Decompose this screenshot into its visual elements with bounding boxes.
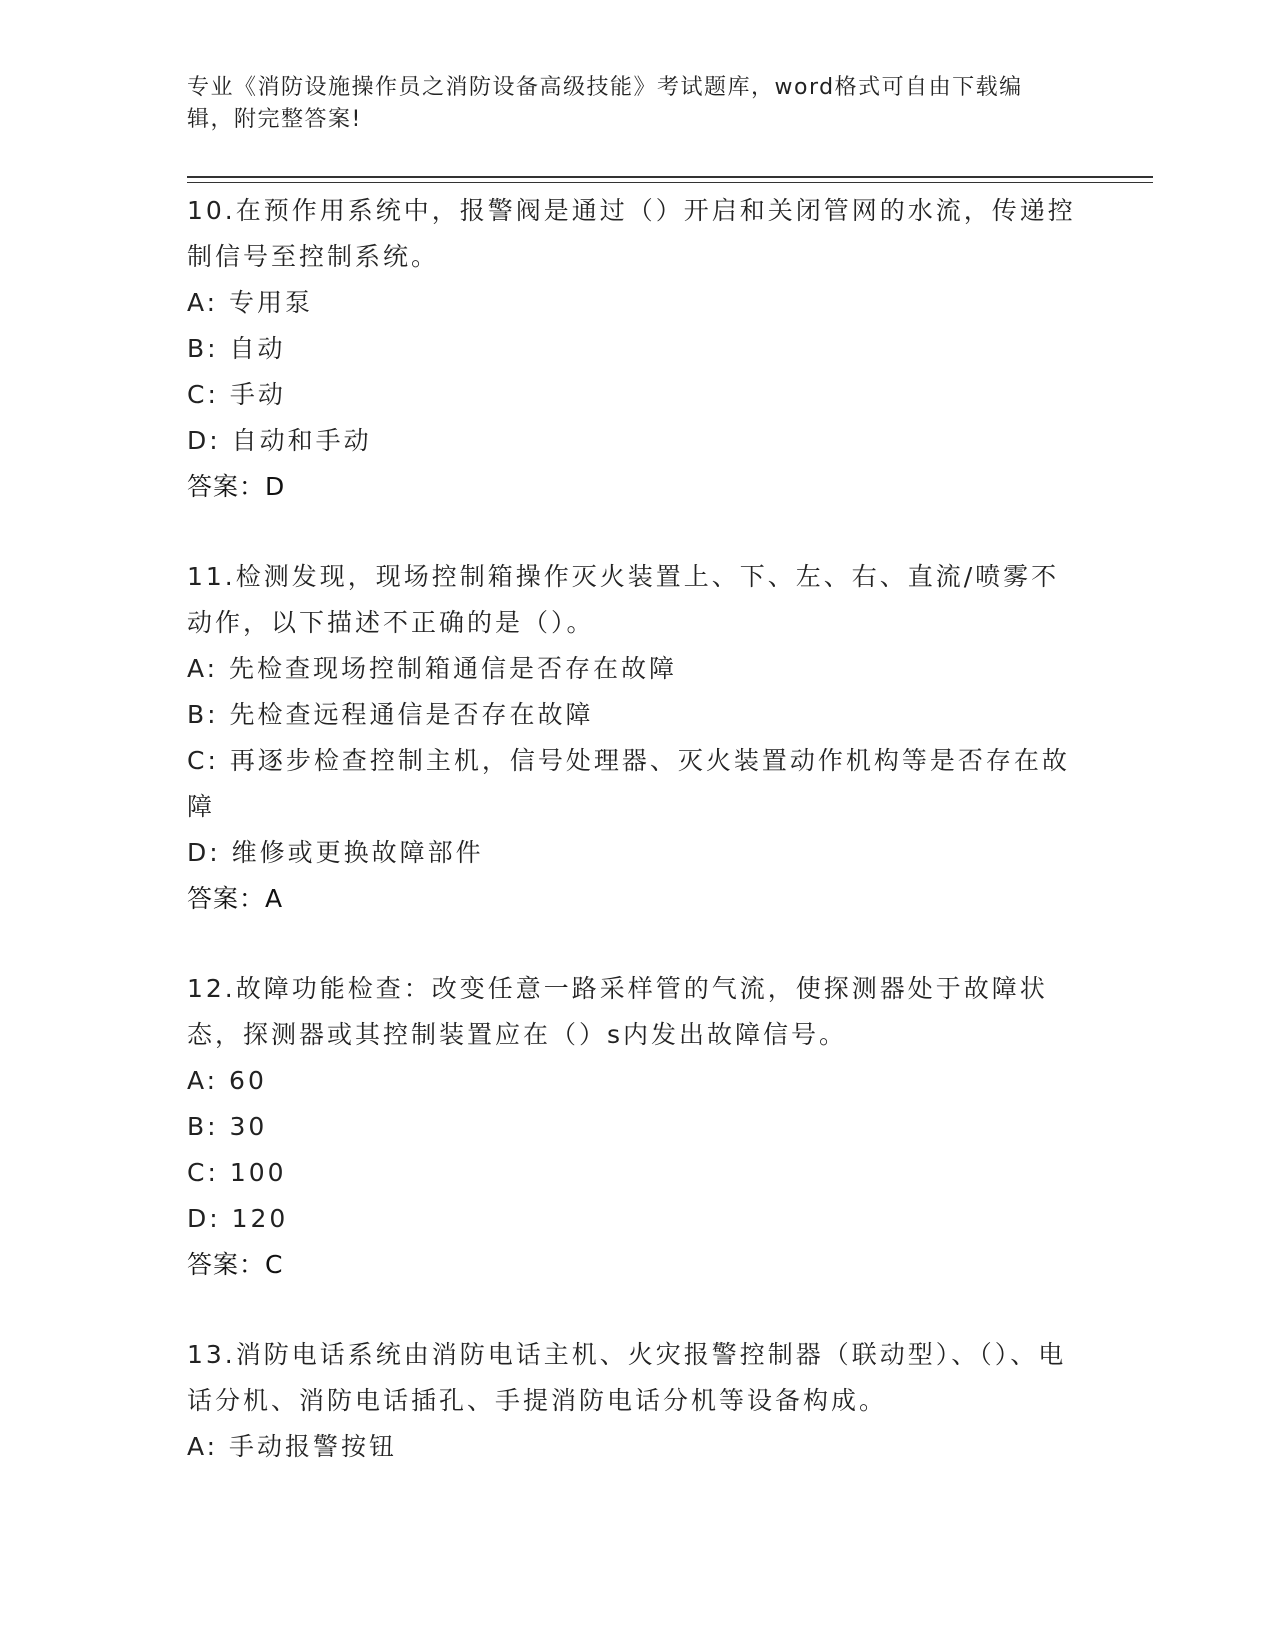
answer: 答案：A xyxy=(187,884,284,913)
answer: 答案：D xyxy=(187,472,286,501)
option-c: C: 100 xyxy=(187,1158,287,1187)
option-d: D: 维修或更换故障部件 xyxy=(187,838,484,867)
option-a: A: 手动报警按钮 xyxy=(187,1432,398,1461)
option-a: A: 专用泵 xyxy=(187,288,314,317)
option-d: D: 自动和手动 xyxy=(187,426,372,455)
question-text: 10.在预作用系统中，报警阀是通过（）开启和关闭管网的水流，传递控制信号至控制系统。 xyxy=(187,196,1076,271)
question-12 xyxy=(187,966,1087,1288)
question-11 xyxy=(187,554,1087,922)
question-text: 12.故障功能检查：改变任意一路采样管的气流，使探测器处于故障状态，探测器或其控制装置应在（）s内发出故障信号。 xyxy=(187,974,1048,1049)
option-c: C: 手动 xyxy=(187,380,286,409)
question-text: 13.消防电话系统由消防电话主机、火灾报警控制器（联动型）、（）、电话分机、消防电话插孔、手提消防电话分机等设备构成。 xyxy=(187,1340,1067,1415)
option-c: C: 再逐步检查控制主机，信号处理器、灭火装置动作机构等是否存在故障 xyxy=(187,746,1070,821)
document-header: 专业《消防设施操作员之消防设备高级技能》考试题库，word格式可自由下载编辑，附完整答案! xyxy=(187,75,1023,132)
header-divider-thin xyxy=(187,182,1153,183)
header-divider-thick xyxy=(187,176,1153,178)
option-b: B: 先检查远程通信是否存在故障 xyxy=(187,700,594,729)
question-list xyxy=(187,188,1087,1514)
option-d: D: 120 xyxy=(187,1204,289,1233)
option-a: A: 60 xyxy=(187,1066,267,1095)
question-10 xyxy=(187,188,1087,510)
option-b: B: 30 xyxy=(187,1112,268,1141)
answer: 答案：C xyxy=(187,1250,284,1279)
option-b: B: 自动 xyxy=(187,334,286,363)
option-a: A: 先检查现场控制箱通信是否存在故障 xyxy=(187,654,678,683)
question-13 xyxy=(187,1332,1087,1470)
question-text: 11.检测发现，现场控制箱操作灭火装置上、下、左、右、直流/喷雾不动作，以下描述不正确的是（）。 xyxy=(187,562,1060,637)
